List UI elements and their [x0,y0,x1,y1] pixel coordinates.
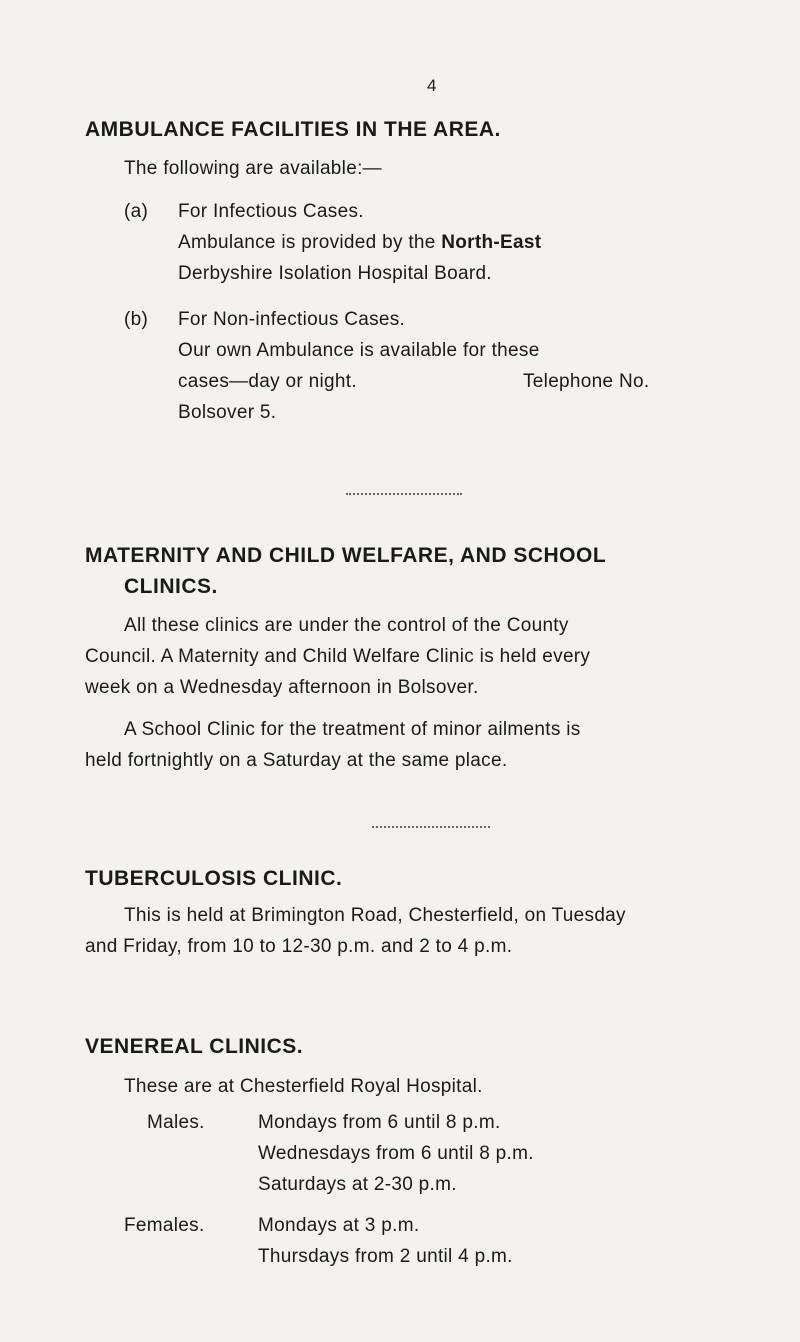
item-b-line2-left: cases—day or night. [178,371,357,392]
tuberculosis-heading: TUBERCULOSIS CLINIC. [85,867,343,890]
section-divider [372,826,490,828]
tuberculosis-line2: and Friday, from 10 to 12-30 p.m. and 2 to 4 p.m. [85,936,513,957]
item-a-marker: (a) [124,201,149,222]
item-a-line2: Derbyshire Isolation Hospital Board. [178,263,492,284]
section-divider [346,493,462,495]
females-line1: Mondays at 3 p.m. [258,1215,420,1236]
item-a-line1-text: Ambulance is provided by the [178,232,442,253]
item-b-line3: Bolsover 5. [178,402,277,423]
page-number: 4 [427,76,437,95]
tuberculosis-line1: This is held at Brimington Road, Chesterfield, on Tuesday [124,905,626,926]
item-b-line1: Our own Ambulance is available for these [178,340,540,361]
maternity-heading-line2: CLINICS. [124,575,218,598]
venereal-heading: VENEREAL CLINICS. [85,1035,304,1058]
males-line2: Wednesdays from 6 until 8 p.m. [258,1143,534,1164]
maternity-p1-line3: week on a Wednesday afternoon in Bolsover. [85,677,479,698]
maternity-p1-line1: All these clinics are under the control of the County [124,615,569,636]
maternity-heading-line1: MATERNITY AND CHILD WELFARE, AND SCHOOL [85,544,607,567]
maternity-p2-line2: held fortnightly on a Saturday at the same place. [85,750,508,771]
item-b-marker: (b) [124,309,149,330]
item-b-title: For Non-infectious Cases. [178,309,406,330]
venereal-intro: These are at Chesterfield Royal Hospital. [124,1076,483,1097]
females-line2: Thursdays from 2 until 4 p.m. [258,1246,513,1267]
males-line3: Saturdays at 2-30 p.m. [258,1174,457,1195]
males-line1: Mondays from 6 until 8 p.m. [258,1112,501,1133]
maternity-p2-line1: A School Clinic for the treatment of minor ailments is [124,719,581,740]
males-label: Males. [147,1112,205,1133]
females-label: Females. [124,1215,205,1236]
ambulance-intro: The following are available:— [124,158,382,179]
item-a-line1 [178,232,541,254]
ambulance-heading: AMBULANCE FACILITIES IN THE AREA. [85,118,501,141]
item-b-line2-right: Telephone No. [523,371,650,392]
item-a-line1-bold: North-East [441,232,542,253]
item-a-title: For Infectious Cases. [178,201,364,222]
maternity-p1-line2: Council. A Maternity and Child Welfare Clinic is held every [85,646,591,667]
